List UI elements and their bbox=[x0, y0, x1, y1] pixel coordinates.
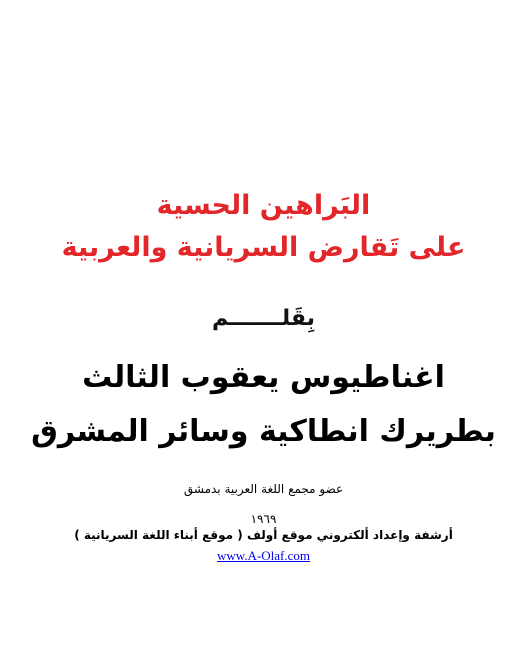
website-link[interactable]: www.A-Olaf.com bbox=[216, 548, 311, 563]
book-title-line-2: على تَقارض السريانية والعربية bbox=[61, 232, 466, 263]
membership-note: عضو مجمع اللغة العربية بدمشق bbox=[183, 482, 344, 496]
author-title: بطريرك انطاكية وسائر المشرق bbox=[31, 414, 496, 449]
publication-year: ١٩٦٩ bbox=[250, 512, 277, 526]
book-title-line-1: البَراهين الحسية bbox=[156, 190, 371, 221]
byline-label: بِقَلـــــــم bbox=[212, 306, 315, 331]
author-name: اغناطيوس يعقوب الثالث bbox=[82, 360, 445, 395]
archive-note: أرشفة وإعداد ألكتروني موقع أولف ( موقع أبناء اللغة السريانية ) bbox=[74, 528, 453, 542]
